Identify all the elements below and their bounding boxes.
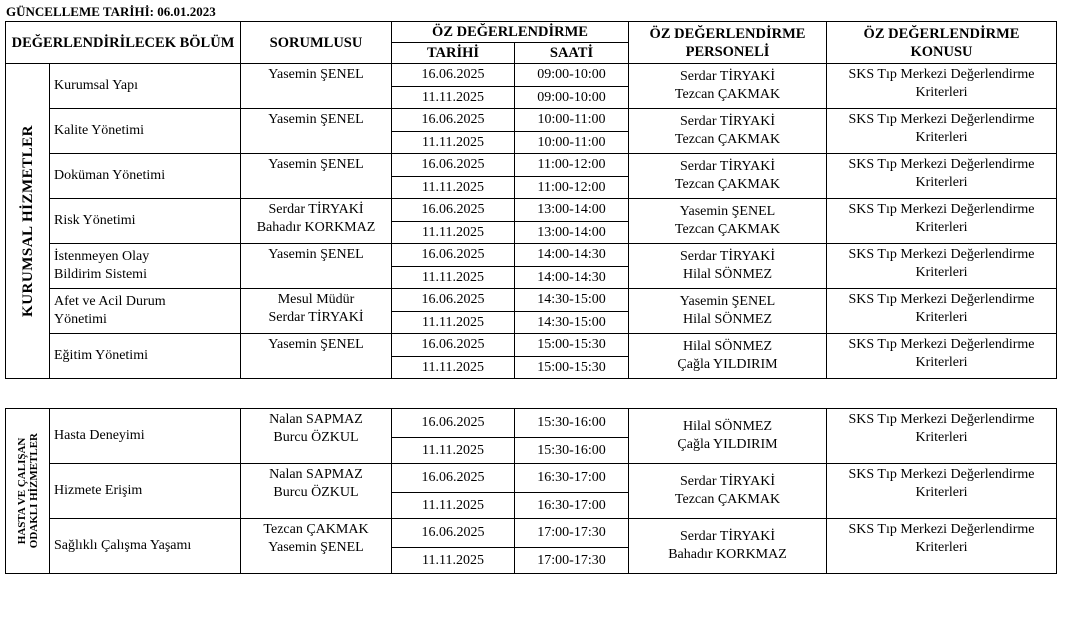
topic-cell: SKS Tıp Merkezi Değerlendirme Kriterleri [827, 154, 1057, 199]
time-cell: 09:00-10:00 [515, 64, 629, 87]
date-cell: 11.11.2025 [392, 493, 515, 519]
date-cell: 11.11.2025 [392, 357, 515, 379]
date-cell: 11.11.2025 [392, 222, 515, 244]
unit-cell: Risk Yönetimi [50, 199, 241, 244]
date-cell: 16.06.2025 [392, 409, 515, 438]
header-topic: ÖZ DEĞERLENDİRME KONUSU [827, 22, 1057, 64]
time-cell: 10:00-11:00 [515, 109, 629, 132]
topic-cell: SKS Tıp Merkezi Değerlendirme Kriterleri [827, 289, 1057, 334]
time-cell: 11:00-12:00 [515, 177, 629, 199]
time-cell: 15:30-16:00 [515, 409, 629, 438]
time-cell: 16:30-17:00 [515, 464, 629, 493]
time-cell: 13:00-14:00 [515, 199, 629, 222]
unit-cell: Eğitim Yönetimi [50, 334, 241, 379]
date-cell: 11.11.2025 [392, 177, 515, 199]
time-cell: 13:00-14:00 [515, 222, 629, 244]
unit-cell: Hizmete Erişim [50, 464, 241, 519]
header-unit: DEĞERLENDİRİLECEK BÖLÜM [6, 22, 241, 64]
time-cell: 11:00-12:00 [515, 154, 629, 177]
topic-cell: SKS Tıp Merkezi Değerlendirme Kriterleri [827, 409, 1057, 464]
date-cell: 16.06.2025 [392, 519, 515, 548]
time-cell: 14:30-15:00 [515, 312, 629, 334]
table-row [6, 289, 1057, 312]
date-cell: 11.11.2025 [392, 548, 515, 574]
unit-cell: Doküman Yönetimi [50, 154, 241, 199]
unit-cell: Kalite Yönetimi [50, 109, 241, 154]
personnel-cell: Hilal SÖNMEZ Çağla YILDIRIM [629, 409, 827, 464]
date-cell: 11.11.2025 [392, 312, 515, 334]
topic-cell: SKS Tıp Merkezi Değerlendirme Kriterleri [827, 64, 1057, 109]
personnel-cell: Serdar TİRYAKİ Hilal SÖNMEZ [629, 244, 827, 289]
group-label-text: HASTA VE ÇALIŞAN ODAKLI HİZMETLER [15, 433, 40, 549]
header-self-eval: ÖZ DEĞERLENDİRME [392, 22, 629, 43]
date-cell: 11.11.2025 [392, 267, 515, 289]
topic-cell: SKS Tıp Merkezi Değerlendirme Kriterleri [827, 519, 1057, 574]
responsible-cell: Nalan SAPMAZ Burcu ÖZKUL [241, 409, 392, 464]
topic-cell: SKS Tıp Merkezi Değerlendirme Kriterleri [827, 244, 1057, 289]
time-cell: 14:30-15:00 [515, 289, 629, 312]
schedule-table-corporate [5, 21, 1057, 379]
personnel-cell: Serdar TİRYAKİ Bahadır KORKMAZ [629, 519, 827, 574]
topic-cell: SKS Tıp Merkezi Değerlendirme Kriterleri [827, 109, 1057, 154]
schedule-table-patient-employee [5, 408, 1057, 574]
responsible-cell: Tezcan ÇAKMAK Yasemin ŞENEL [241, 519, 392, 574]
table-row [6, 464, 1057, 493]
responsible-cell: Serdar TİRYAKİ Bahadır KORKMAZ [241, 199, 392, 244]
topic-cell: SKS Tıp Merkezi Değerlendirme Kriterleri [827, 464, 1057, 519]
time-cell: 15:00-15:30 [515, 357, 629, 379]
responsible-cell: Nalan SAPMAZ Burcu ÖZKUL [241, 464, 392, 519]
date-cell: 16.06.2025 [392, 244, 515, 267]
date-cell: 16.06.2025 [392, 64, 515, 87]
time-cell: 15:00-15:30 [515, 334, 629, 357]
personnel-cell: Serdar TİRYAKİ Tezcan ÇAKMAK [629, 154, 827, 199]
responsible-cell: Yasemin ŞENEL [241, 109, 392, 154]
time-cell: 17:00-17:30 [515, 548, 629, 574]
date-cell: 16.06.2025 [392, 464, 515, 493]
topic-cell: SKS Tıp Merkezi Değerlendirme Kriterleri [827, 199, 1057, 244]
table-row [6, 334, 1057, 357]
unit-cell: Sağlıklı Çalışma Yaşamı [50, 519, 241, 574]
personnel-cell: Serdar TİRYAKİ Tezcan ÇAKMAK [629, 464, 827, 519]
responsible-cell: Mesul Müdür Serdar TİRYAKİ [241, 289, 392, 334]
unit-cell: Hasta Deneyimi [50, 409, 241, 464]
time-cell: 14:00-14:30 [515, 267, 629, 289]
date-cell: 16.06.2025 [392, 199, 515, 222]
date-cell: 11.11.2025 [392, 438, 515, 464]
unit-cell: Kurumsal Yapı [50, 64, 241, 109]
date-cell: 16.06.2025 [392, 334, 515, 357]
time-cell: 17:00-17:30 [515, 519, 629, 548]
header-responsible: SORUMLUSU [241, 22, 392, 64]
table-row [6, 244, 1057, 267]
responsible-cell: Yasemin ŞENEL [241, 334, 392, 379]
personnel-cell: Yasemin ŞENEL Tezcan ÇAKMAK [629, 199, 827, 244]
group-label [6, 64, 50, 379]
table-row [6, 519, 1057, 548]
table-row [6, 409, 1057, 438]
topic-cell: SKS Tıp Merkezi Değerlendirme Kriterleri [827, 334, 1057, 379]
update-date-label: GÜNCELLEME TARİHİ: 06.01.2023 [6, 4, 216, 19]
group-label [6, 409, 50, 574]
header-date: TARİHİ [392, 43, 515, 64]
personnel-cell: Hilal SÖNMEZ Çağla YILDIRIM [629, 334, 827, 379]
personnel-cell: Serdar TİRYAKİ Tezcan ÇAKMAK [629, 64, 827, 109]
personnel-cell: Serdar TİRYAKİ Tezcan ÇAKMAK [629, 109, 827, 154]
date-cell: 11.11.2025 [392, 87, 515, 109]
time-cell: 10:00-11:00 [515, 132, 629, 154]
date-cell: 16.06.2025 [392, 109, 515, 132]
table-row [6, 199, 1057, 222]
time-cell: 15:30-16:00 [515, 438, 629, 464]
responsible-cell: Yasemin ŞENEL [241, 244, 392, 289]
personnel-cell: Yasemin ŞENEL Hilal SÖNMEZ [629, 289, 827, 334]
unit-cell: İstenmeyen Olay Bildirim Sistemi [50, 244, 241, 289]
date-cell: 16.06.2025 [392, 154, 515, 177]
unit-cell: Afet ve Acil Durum Yönetimi [50, 289, 241, 334]
date-cell: 11.11.2025 [392, 132, 515, 154]
time-cell: 14:00-14:30 [515, 244, 629, 267]
header-time: SAATİ [515, 43, 629, 64]
header-personnel: ÖZ DEĞERLENDİRME PERSONELİ [629, 22, 827, 64]
table-row [6, 64, 1057, 87]
responsible-cell: Yasemin ŞENEL [241, 64, 392, 109]
table-row [6, 109, 1057, 132]
table-row [6, 154, 1057, 177]
time-cell: 09:00-10:00 [515, 87, 629, 109]
responsible-cell: Yasemin ŞENEL [241, 154, 392, 199]
time-cell: 16:30-17:00 [515, 493, 629, 519]
group-label-text: KURUMSAL HİZMETLER [19, 125, 36, 317]
date-cell: 16.06.2025 [392, 289, 515, 312]
